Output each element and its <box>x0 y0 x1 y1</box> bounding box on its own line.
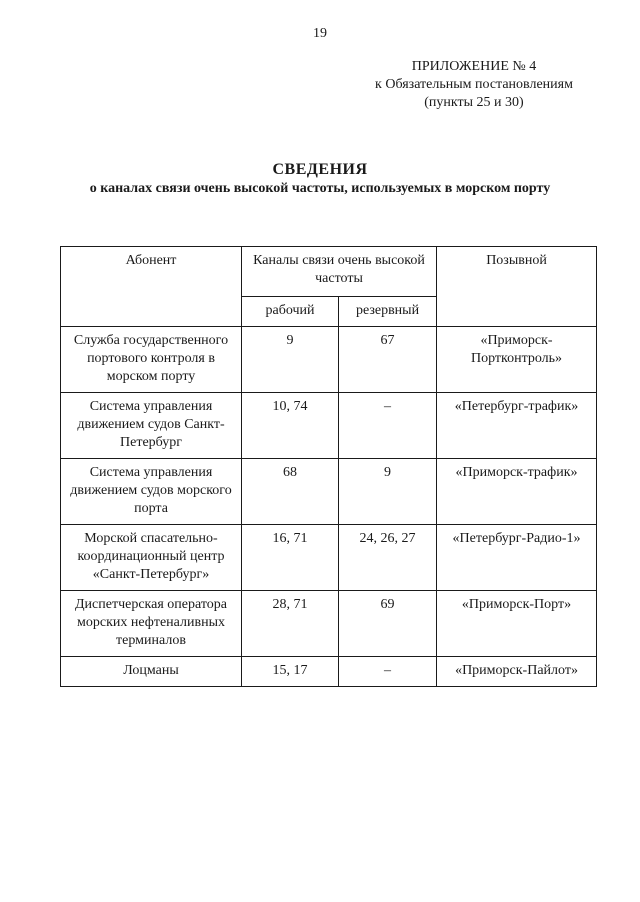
title-main: СВЕДЕНИЯ <box>272 161 368 178</box>
cell-subscriber: Система управления движением судов морского порта <box>61 459 242 525</box>
appendix-clauses: (пункты 25 и 30) <box>424 95 524 110</box>
cell-subscriber: Система управления движением судов Санкт-Петербург <box>61 393 242 459</box>
cell-working: 10, 74 <box>242 393 339 459</box>
document-title <box>0 160 640 198</box>
cell-subscriber: Служба государственного портового контроля в морском порту <box>61 327 242 393</box>
cell-reserve: 67 <box>339 327 437 393</box>
header-reserve: резервный <box>339 297 437 327</box>
table-row <box>61 657 597 687</box>
cell-callsign: «Приморск-Портконтроль» <box>437 327 597 393</box>
cell-working: 68 <box>242 459 339 525</box>
cell-working: 9 <box>242 327 339 393</box>
cell-callsign: «Петербург-трафик» <box>437 393 597 459</box>
cell-reserve: 9 <box>339 459 437 525</box>
cell-reserve: – <box>339 393 437 459</box>
cell-callsign: «Приморск-трафик» <box>437 459 597 525</box>
appendix-title: ПРИЛОЖЕНИЕ № 4 <box>411 59 537 74</box>
cell-subscriber: Лоцманы <box>61 657 242 687</box>
title-subtitle: о каналах связи очень высокой частоты, используемых в морском порту <box>89 181 551 196</box>
cell-reserve: 69 <box>339 591 437 657</box>
cell-callsign: «Приморск-Порт» <box>437 591 597 657</box>
appendix-regulation: к Обязательным постановлениям <box>375 77 573 92</box>
table-header-row <box>61 247 597 297</box>
header-callsign: Позывной <box>437 247 597 327</box>
cell-callsign: «Петербург-Радио-1» <box>437 525 597 591</box>
cell-callsign: «Приморск-Пайлот» <box>437 657 597 687</box>
table-row <box>61 591 597 657</box>
table-row <box>61 327 597 393</box>
vhf-channels-table <box>60 246 597 687</box>
cell-working: 15, 17 <box>242 657 339 687</box>
cell-reserve: 24, 26, 27 <box>339 525 437 591</box>
header-working: рабочий <box>242 297 339 327</box>
cell-working: 28, 71 <box>242 591 339 657</box>
cell-subscriber: Морской спасательно-координационный центр «Санкт-Петербург» <box>61 525 242 591</box>
table-row <box>61 525 597 591</box>
table-row <box>61 459 597 525</box>
header-channels: Каналы связи очень высокой частоты <box>242 247 437 297</box>
page-number: 19 <box>313 26 327 41</box>
header-subscriber: Абонент <box>61 247 242 327</box>
table-row <box>61 393 597 459</box>
cell-subscriber: Диспетчерская оператора морских нефтеналивных терминалов <box>61 591 242 657</box>
cell-working: 16, 71 <box>242 525 339 591</box>
appendix-reference <box>344 58 604 112</box>
cell-reserve: – <box>339 657 437 687</box>
